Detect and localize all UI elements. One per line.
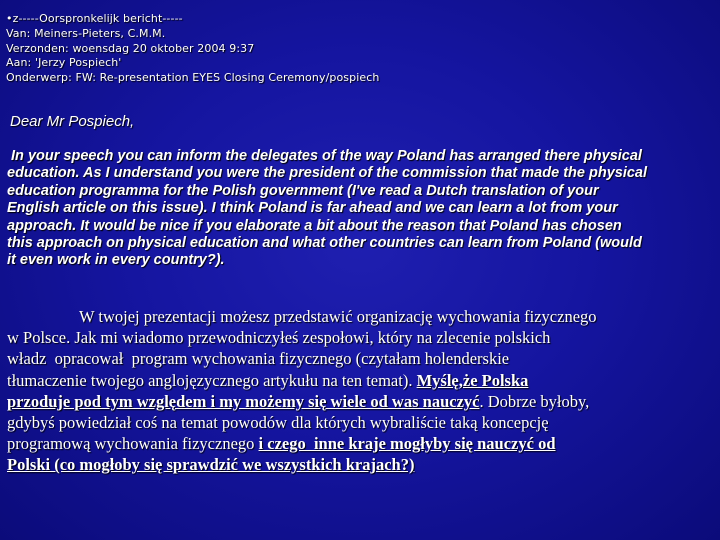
english-line: this approach on physical education and what other countries can learn from Poland (would: [7, 235, 642, 252]
english-line: education programma for the Polish government (I've read a Dutch translation of your: [7, 182, 599, 199]
polish-line: gdybyś powiedział coś na temat powodów dla których wybraliście taką koncepcję: [7, 413, 549, 433]
polish-underlined-text: Polski (co mogłoby się sprawdzić we wszystkich krajach?): [7, 455, 415, 475]
english-line: it even work in every country?).: [7, 252, 225, 269]
english-line: approach. It would be nice if you elaborate a bit about the reason that Poland has chosen: [7, 217, 622, 234]
greeting: Dear Mr Pospiech,: [10, 113, 135, 130]
english-line: education. As I understand you were the president of the commission that made the physical: [7, 165, 648, 182]
polish-text: programową wychowania fizycznego: [7, 434, 259, 454]
polish-line: władz opracował program wychowania fizycznego (czytałam holenderskie: [7, 349, 510, 369]
polish-underlined-text: Myślę,że Polska: [416, 370, 529, 390]
english-line: In your speech you can inform the delegates of the way Poland has arranged there physical: [7, 148, 642, 164]
polish-line: W twojej prezentacji możesz przedstawić organizację wychowania fizycznego: [79, 307, 597, 326]
polish-text: . Dobrze byłoby,: [479, 391, 590, 411]
polish-line: [7, 391, 719, 412]
polish-underlined-text: i czego inne kraje mogłyby się nauczyć od: [258, 434, 556, 454]
header-original-message: •z-----Oorspronkelijk bericht-----: [6, 12, 183, 25]
header-from: Van: Meiners-Pieters, C.M.M.: [6, 26, 166, 40]
english-line: English article on this issue). I think Poland is far ahead and we can learn a lot from your: [7, 200, 618, 217]
polish-underlined-text: przoduje pod tym względem i my możemy się wiele od was nauczyć: [7, 391, 480, 411]
polish-line: [7, 454, 719, 475]
header-to: Aan: 'Jerzy Pospiech': [6, 56, 122, 70]
polish-line: w Polsce. Jak mi wiadomo przewodniczyłeś zespołowi, który na zlecenie polskich: [7, 328, 551, 348]
header-sent: Verzonden: woensdag 20 oktober 2004 9:37: [6, 41, 255, 55]
header-subject: Onderwerp: FW: Re-presentation EYES Closing Ceremony/pospiech: [6, 71, 380, 85]
english-paragraph: [7, 148, 717, 270]
email-header: [6, 12, 706, 86]
polish-line: [7, 370, 719, 391]
polish-text: tłumaczenie twojego anglojęzycznego artykułu na ten temat).: [7, 370, 417, 390]
polish-line: [7, 433, 719, 454]
polish-paragraph: [7, 306, 719, 476]
